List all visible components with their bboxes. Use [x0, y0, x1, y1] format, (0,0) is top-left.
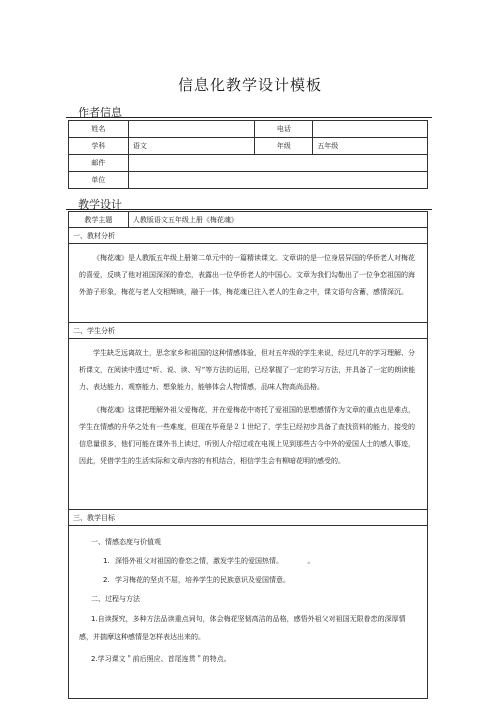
list-item-tail: 。 [307, 557, 315, 565]
author-info-table [68, 120, 428, 189]
topic-value: 人教版语文五年级上册《梅花魂》 [128, 212, 427, 228]
goal-attitude-item-1 [103, 553, 419, 569]
grade-label: 年级 [255, 138, 313, 155]
phone-value [313, 121, 428, 138]
student-analysis-body [69, 339, 428, 510]
table-row [69, 138, 428, 155]
table-row [69, 172, 428, 189]
unit-value [128, 172, 427, 189]
list-item-text: 深悟外祖父对祖国的眷恋之情，激发学生的爱国热情。 [115, 557, 280, 565]
grade-value: 五年级 [313, 138, 428, 155]
teaching-design-table [68, 211, 428, 699]
email-value [128, 155, 427, 172]
table-row [69, 155, 428, 172]
table-row [69, 212, 428, 228]
goal-process-heading: 二、过程与方法 [91, 595, 140, 603]
list-number: 1. [103, 557, 110, 565]
unit-label: 单位 [69, 172, 129, 189]
subject-label: 学科 [69, 138, 129, 155]
textbook-analysis-text: 《梅花魂》是人教版五年级上册第二单元中的一篇精读课文。文章讲的是一位身居异国的华侨老人对梅花的喜爱，反映了他对祖国深深的眷恋，表露出一位华侨老人的中国心。文章为我们勾勒出了一位争恋祖国的海外游子形象，梅花与老人交相辉映，融于一体，梅花魂已注入老人的生命之中，课文语句含蓄，感情深沉。 [79, 254, 415, 296]
textbook-analysis-body [69, 244, 428, 323]
email-label: 邮件 [69, 155, 129, 172]
table-row [69, 339, 428, 510]
topic-label: 教学主题 [69, 212, 129, 228]
subject-value: 语文 [128, 138, 255, 155]
goal-process-para-1: 1.自读探究，多种方法品读重点词句，体会梅花坚韧高洁的品格，感悟外祖父对祖国无限眷恋的深厚情感，并揣摩这种感情是怎样表达出来的。 [79, 615, 406, 641]
teaching-design-heading: 教学设计 [78, 198, 122, 211]
student-analysis-para-2: 《梅花魂》这课把理解外祖父爱梅花，并在爱梅花中寄托了爱祖国的思想感情作为文章的重点也是难点，学生在情感的升华之处有一些难度，但现在毕竟是２１世纪了，学生已经初步具备了查找资料的能力，接受的信息量很多，他们可能在课外书上读过，听别人介绍过或在电视上见到那些古今中外的爱国人士的感人事迹，因此，凭借学生的生活实际和文章内容的有机结合，相信学生会有柳暗花明的感受的。 [79, 406, 415, 465]
goal-attitude-heading: 一、情感态度与价值观 [91, 538, 161, 546]
table-row [69, 121, 428, 138]
list-item-text: 学习梅花的坚贞不屈，培养学生的民族意识及爱国情意。 [115, 576, 290, 584]
table-row [69, 526, 428, 699]
author-info-heading: 作者信息 [78, 106, 122, 119]
page-title: 信息化教学设计模板 [177, 76, 322, 94]
teaching-goals-title: 三、教学目标 [69, 510, 428, 526]
goal-process-para-2: 2.学习课文＂前后照应、首尾连贯＂的特点。 [91, 655, 231, 663]
student-analysis-para-1: 学生缺乏远离故土，思念家乡和祖国的这种情感体验，但对五年级的学生来说，经过几年的学习理解、分析课文，在阅读中透过“听、说、读、写”等方法的运用，已经掌握了一定的学习方法，并具备了一定的朗读能力、表达能力、观察能力、想象能力，能够体会人物情感，品味人物高尚品格。 [79, 349, 416, 391]
phone-label: 电话 [255, 121, 313, 138]
student-analysis-title: 二、学生分析 [69, 323, 428, 339]
list-number: 2. [103, 576, 110, 584]
teaching-goals-body [69, 526, 428, 699]
name-label: 姓名 [69, 121, 129, 138]
name-value [128, 121, 255, 138]
teaching-design-rule [66, 209, 432, 210]
table-row [69, 244, 428, 323]
table-row [69, 228, 428, 244]
table-row [69, 510, 428, 526]
textbook-analysis-title: 一、教材分析 [69, 228, 428, 244]
table-row [69, 323, 428, 339]
goal-attitude-item-2 [103, 572, 419, 588]
author-info-rule [66, 117, 432, 118]
